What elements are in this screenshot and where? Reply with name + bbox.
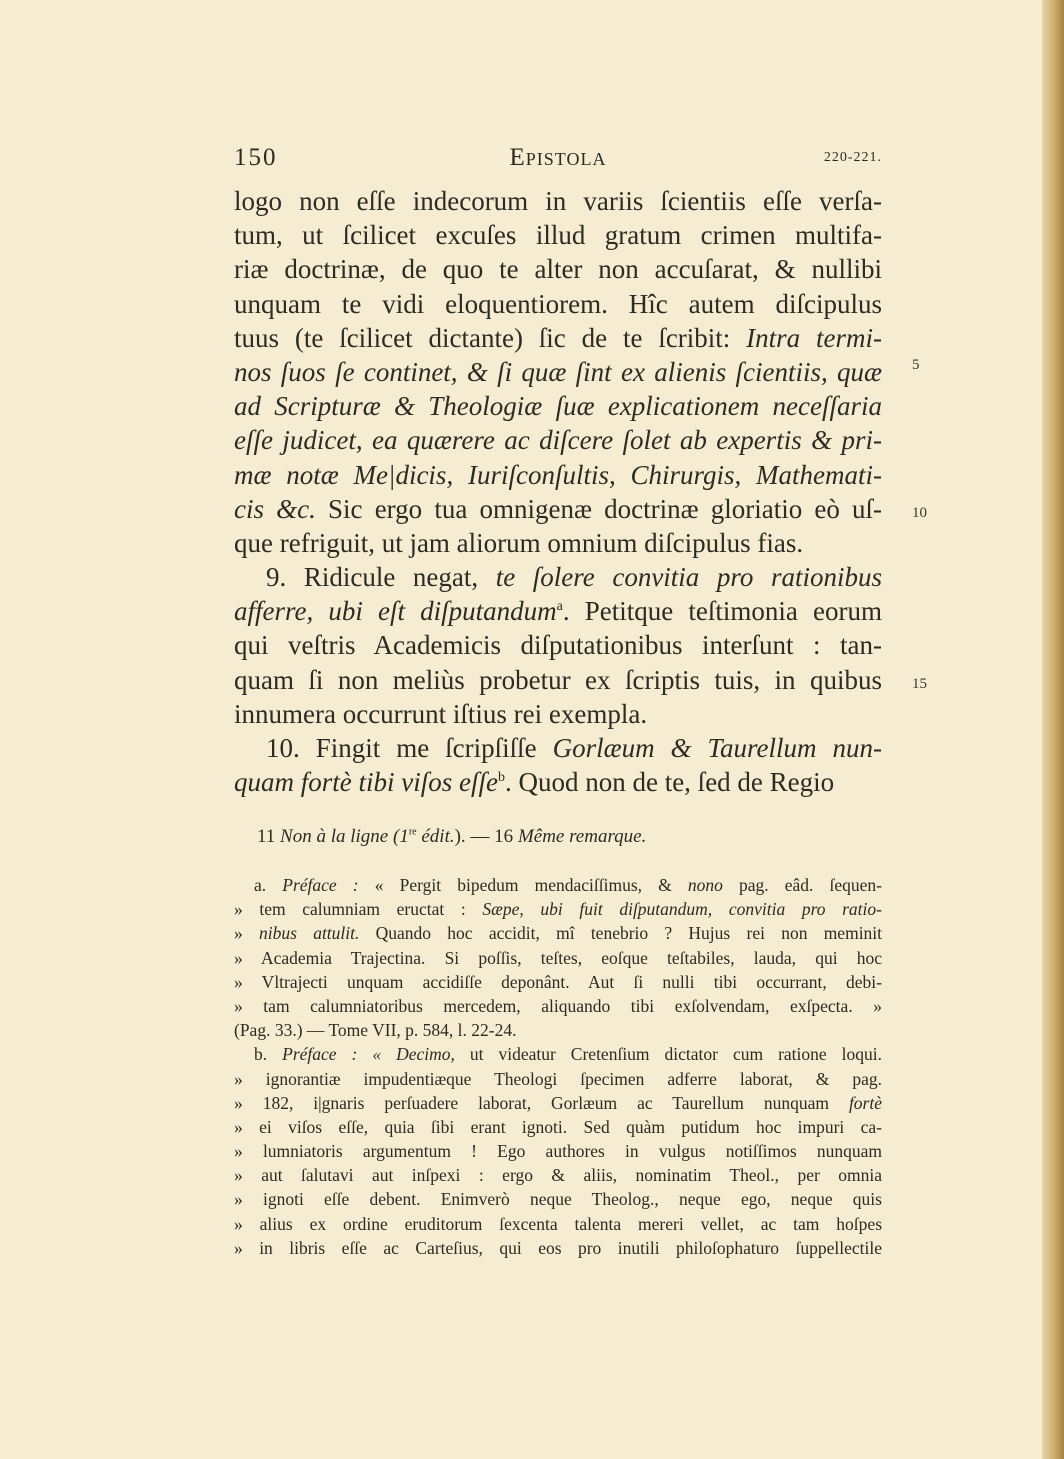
- text-line: [234, 765, 882, 799]
- text-run: 11: [257, 826, 281, 847]
- text-run: a.: [254, 875, 283, 895]
- text-run: quam ſi non meliùs probetur ex ſcriptis tuis, in quibus: [234, 664, 882, 695]
- text-run: » tam calumniatoribus mercedem, aliquando tibi exſolvendam, exſpecta. »: [234, 995, 882, 1016]
- footnote-line: [234, 1139, 882, 1163]
- text-run: afferre, ubi eſt diſputandum: [234, 596, 557, 627]
- text-run: Non à la ligne (1: [280, 826, 409, 847]
- text-run: innumera occurrunt iſtius rei exempla.: [234, 698, 648, 729]
- footnote-line: [234, 1067, 882, 1091]
- text-run: que refriguit, ut jam aliorum omnium diſcipulus fias.: [234, 527, 804, 558]
- footnote-line: [234, 873, 882, 897]
- text-line: [234, 355, 882, 389]
- running-header: [234, 142, 882, 176]
- text-run: (Pag. 33.) — Tome VII, p. 584, l. 22-24.: [234, 1020, 517, 1041]
- footnote-line: [234, 921, 882, 945]
- text-run: te ſolere convitia pro rationibus: [495, 562, 882, 593]
- text-run: Préface : « Decimo,: [282, 1044, 455, 1065]
- text-run: ad Scripturæ & Theologiæ ſuæ explicationem neceſſaria: [234, 391, 882, 422]
- text-run: cis &c.: [234, 493, 316, 524]
- line-number-5: 5: [912, 357, 920, 373]
- page-reference: 220-221.: [823, 150, 882, 165]
- text-line: [234, 663, 882, 697]
- text-run: b.: [254, 1044, 283, 1065]
- text-line: [234, 458, 882, 492]
- text-run: Même remarque.: [517, 826, 647, 847]
- text-run: 9. Ridicule negat,: [266, 562, 496, 593]
- text-run: » ignorantiæ impudentiæque Theologi ſpecimen adferre laborat, & pag.: [234, 1068, 882, 1089]
- footnote-line: [234, 1212, 882, 1236]
- text-run: » in libris eſſe ac Carteſius, qui eos pro inutili philoſophaturo ſuppellectile: [234, 1237, 882, 1258]
- text-line: [234, 492, 882, 526]
- text-run: » Academia Trajectina. Si poſſis, teſtes, eoſque teſtabiles, lauda, qui hoc: [234, 947, 882, 968]
- text-line: [234, 560, 882, 594]
- text-run: pag. eâd. ſequen-: [722, 875, 882, 895]
- footnote-line: [234, 1163, 882, 1187]
- text-run: mæ notæ Me|dicis, Iuriſconſultis, Chirurgis, Mathemati-: [234, 459, 882, 490]
- text-run: » alius ex ordine eruditorum ſexcenta talenta mereri vellet, ac tam hoſpes: [234, 1213, 882, 1234]
- text-run: ). — 16: [454, 826, 518, 847]
- text-run: . Quod non de te, ſed de Regio: [504, 767, 835, 798]
- footnote-line: [234, 946, 882, 970]
- text-run: tum, ut ſcilicet excuſes illud gratum crimen multifa-: [234, 220, 882, 251]
- text-run: Intra termi-: [746, 322, 882, 353]
- text-line: [234, 731, 882, 765]
- text-run: nos ſuos ſe continet, & ſi quæ ſint ex alienis ſcientiis, quæ: [234, 356, 882, 387]
- text-run: unquam te vidi eloquentiorem. Hîc autem diſcipulus: [234, 288, 882, 319]
- text-run: » 182, i|gnaris perſuadere laborat, Gorlæum ac Taurellum nunquam: [234, 1092, 849, 1113]
- footnote-line: [234, 1091, 882, 1115]
- text-line: [234, 389, 882, 423]
- text-line: [234, 252, 882, 286]
- text-run: Sæpe, ubi fuit diſputandum, convitia pro ratio-: [482, 899, 882, 920]
- text-run: Quando hoc accidit, mî tenebrio ? Hujus rei non meminit: [359, 923, 883, 944]
- text-run: édit.: [416, 826, 455, 847]
- page-edge: [1042, 0, 1064, 1459]
- running-title: Epistola: [509, 144, 607, 171]
- text-run: Gorlæum & Taurellum nun-: [552, 733, 882, 763]
- text-line: [234, 526, 882, 560]
- text-run: riæ doctrinæ, de quo te alter non accuſarat, & nullibi: [234, 254, 882, 285]
- footnote-line: [234, 897, 882, 921]
- text-run: « Pergit bipedum mendaciſſimus, &: [358, 875, 688, 895]
- footnote-line: [234, 1042, 882, 1066]
- footnote-line: [234, 1187, 882, 1211]
- text-run: Sic ergo tua omnigenæ doctrinæ gloriatio eò uſ-: [315, 493, 882, 524]
- text-run: » lumniatoris argumentum ! Ego authores in vulgus notiſſimos nunquam: [234, 1141, 882, 1162]
- page-number: 150: [234, 144, 278, 171]
- text-line: [234, 423, 882, 457]
- footnote-marker: re: [408, 826, 417, 838]
- text-run: qui veſtris Academicis diſputationibus interſunt : tan-: [234, 630, 882, 661]
- text-run: quam fortè tibi viſos eſſe: [234, 767, 498, 798]
- text-run: » ei viſos eſſe, quia ſibi erant ignoti. Sed quàm putidum hoc impuri ca-: [234, 1116, 882, 1137]
- text-run: logo non eſſe indecorum in variis ſcientiis eſſe verſa-: [234, 186, 882, 216]
- main-text: [234, 184, 882, 799]
- footnote-line: [234, 1236, 882, 1260]
- text-run: »: [234, 923, 260, 944]
- text-run: » Vltrajecti unquam accidiſſe deponânt. Aut ſi nulli tibi occurrant, debi-: [234, 971, 882, 992]
- text-line: [234, 628, 882, 662]
- text-run: » aut ſalutavi aut inſpexi : ergo & aliis, nominatim Theol., per omnia: [234, 1165, 882, 1186]
- text-run: tuus (te ſcilicet dictante) ſic de te ſcribit:: [234, 322, 747, 353]
- text-run: ut videatur Cretenſium dictator cum ratione loqui.: [454, 1044, 883, 1065]
- text-run: fortè: [848, 1092, 882, 1113]
- text-line: [234, 594, 882, 628]
- footnote-line: [234, 970, 882, 994]
- variant-readings: [257, 826, 882, 848]
- text-run: 10. Fingit me ſcripſiſſe: [266, 733, 553, 763]
- footnotes: [234, 873, 882, 1260]
- text-line: [234, 321, 882, 355]
- line-number-10: 10: [912, 505, 927, 521]
- text-line: [234, 287, 882, 321]
- footnote-marker: a: [556, 599, 563, 615]
- text-line: [234, 218, 882, 252]
- footnote-line: [234, 1018, 882, 1042]
- footnote-marker: b: [497, 770, 505, 786]
- text-run: . Petitque teſtimonia eorum: [562, 596, 882, 627]
- text-run: » ignoti eſſe debent. Enimverò neque Theolog., neque ego, neque quis: [234, 1189, 882, 1210]
- text-line: [234, 697, 882, 731]
- text-run: eſſe judicet, ea quærere ac diſcere ſolet ab expertis & pri-: [234, 425, 882, 456]
- text-run: » tem calumniam eructat :: [234, 899, 483, 920]
- text-run: Préface :: [282, 875, 359, 895]
- text-run: nono: [687, 875, 723, 895]
- footnote-line: [234, 1115, 882, 1139]
- footnote-line: [234, 994, 882, 1018]
- text-line: [234, 184, 882, 218]
- text-run: nibus attulit.: [259, 923, 360, 944]
- line-number-15: 15: [912, 676, 927, 692]
